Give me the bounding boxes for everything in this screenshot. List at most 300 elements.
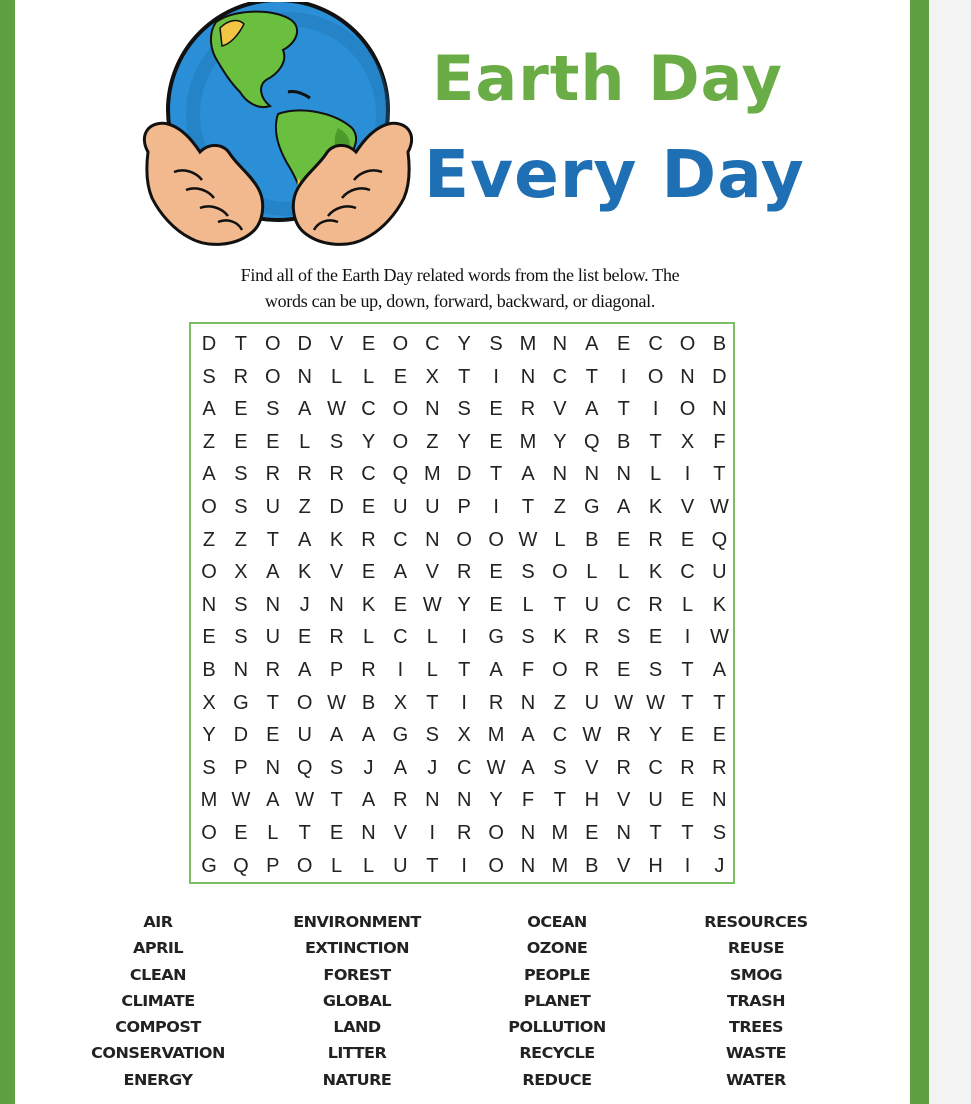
grid-letter: O <box>488 822 504 844</box>
grid-letter: R <box>584 626 600 649</box>
grid-letter: N <box>201 593 217 616</box>
grid-letter: N <box>616 463 631 486</box>
grid-letter: E <box>712 724 727 747</box>
grid-letter: T <box>266 691 279 714</box>
grid-letter: S <box>202 756 216 779</box>
grid-letter: E <box>680 789 695 812</box>
grid-letter: Z <box>202 528 216 551</box>
grid-row <box>191 361 733 394</box>
grid-letter: S <box>489 333 503 355</box>
grid-letter: N <box>425 528 440 551</box>
grid-letter: A <box>521 756 535 779</box>
grid-letter: T <box>649 430 662 453</box>
grid-letter: W <box>327 691 347 714</box>
grid-letter: Y <box>457 333 471 355</box>
grid-letter: E <box>617 528 631 551</box>
grid-letter: R <box>265 463 281 486</box>
word-list-item: WATER <box>726 1070 786 1089</box>
grid-letter: Y <box>457 593 471 616</box>
word-list-item: TREES <box>728 1017 784 1036</box>
word-list-item: POLLUTION <box>508 1017 606 1036</box>
grid-letter: S <box>234 593 248 616</box>
grid-letter: T <box>617 398 630 421</box>
grid-letter: R <box>456 822 472 844</box>
grid-letter: W <box>582 724 602 747</box>
grid-letter: A <box>521 724 535 747</box>
grid-letter: L <box>267 822 279 844</box>
grid-letter: T <box>426 854 439 877</box>
grid-row <box>191 393 733 426</box>
grid-letter: T <box>681 822 694 844</box>
grid-letter: U <box>297 724 312 747</box>
grid-letter: N <box>425 789 440 812</box>
grid-letter: K <box>648 496 663 518</box>
grid-letter: T <box>458 659 471 681</box>
grid-letter: L <box>362 626 375 649</box>
grid-letter: O <box>392 430 409 453</box>
word-list-item: WASTE <box>725 1043 787 1063</box>
grid-letter: T <box>298 822 311 844</box>
grid-letter: E <box>585 822 599 844</box>
word-list-item: CLEAN <box>129 965 187 984</box>
grid-letter: A <box>298 659 312 681</box>
grid-letter: U <box>393 854 408 877</box>
grid-letter: A <box>521 463 535 486</box>
grid-row <box>191 784 733 817</box>
word-search-grid <box>189 322 735 884</box>
grid-letter: T <box>713 691 726 714</box>
grid-letter: N <box>265 756 281 779</box>
grid-row <box>191 556 733 589</box>
grid-letter: A <box>489 659 503 681</box>
grid-letter: E <box>266 724 280 747</box>
title-line-1: Earth Day <box>432 42 783 115</box>
grid-letter: S <box>553 756 567 779</box>
grid-letter: P <box>329 659 344 681</box>
word-list-column-4 <box>646 909 866 1093</box>
grid-letter: Z <box>202 430 216 453</box>
grid-letter: E <box>680 724 695 747</box>
grid-letter: E <box>680 528 695 551</box>
word-list-item: AIR <box>143 912 173 931</box>
grid-letter: T <box>426 691 439 714</box>
grid-letter: N <box>425 398 440 421</box>
grid-row <box>191 817 733 850</box>
grid-letter: W <box>327 398 347 421</box>
word-list-item: COMPOST <box>115 1017 201 1036</box>
grid-letter: U <box>648 789 663 812</box>
grid-letter: F <box>521 659 535 681</box>
grid-letter: T <box>553 789 566 812</box>
grid-letter: U <box>425 496 440 518</box>
grid-letter: V <box>585 756 599 779</box>
grid-letter: O <box>296 854 313 877</box>
grid-letter: A <box>202 398 216 421</box>
word-list-item: ENERGY <box>123 1070 193 1089</box>
grid-letter: C <box>361 463 376 486</box>
grid-letter: O <box>201 496 217 518</box>
grid-row <box>191 524 733 557</box>
grid-letter: U <box>584 593 600 616</box>
grid-letter: E <box>489 593 503 616</box>
word-list-item: GLOBAL <box>322 991 392 1010</box>
grid-letter: B <box>585 528 599 551</box>
grid-letter: R <box>361 659 376 681</box>
grid-row <box>191 491 733 524</box>
grid-letter: Z <box>426 430 439 453</box>
grid-letter: A <box>266 561 280 584</box>
grid-letter: N <box>520 691 536 714</box>
grid-letter: S <box>457 398 471 421</box>
grid-letter: M <box>551 822 569 844</box>
grid-letter: S <box>425 724 439 747</box>
grid-letter: R <box>297 463 312 486</box>
grid-letter: Z <box>553 691 566 714</box>
grid-letter: N <box>361 822 376 844</box>
grid-letter: L <box>522 593 534 616</box>
grid-row <box>191 654 733 687</box>
grid-letter: R <box>488 691 504 714</box>
grid-letter: T <box>330 789 343 812</box>
grid-letter: O <box>456 528 472 551</box>
word-list-item: RESOURCES <box>704 912 808 931</box>
grid-letter: X <box>393 691 408 714</box>
grid-letter: O <box>679 333 696 355</box>
grid-letter: N <box>233 659 249 681</box>
word-list-item: LITTER <box>327 1043 387 1063</box>
grid-letter: S <box>648 659 663 681</box>
grid-letter: N <box>552 333 568 355</box>
word-list-item: PLANET <box>523 991 591 1010</box>
grid-letter: R <box>648 528 663 551</box>
grid-letter: U <box>265 626 281 649</box>
grid-letter: X <box>202 691 216 714</box>
grid-letter: F <box>521 789 535 812</box>
word-list-item: REUSE <box>727 938 785 957</box>
grid-letter: T <box>553 593 566 616</box>
grid-letter: P <box>266 854 280 877</box>
grid-letter: J <box>299 593 310 616</box>
grid-letter: S <box>266 398 280 421</box>
grid-letter: R <box>265 659 281 681</box>
grid-letter: I <box>429 822 436 844</box>
grid-letter: U <box>712 561 727 584</box>
grid-letter: R <box>456 561 472 584</box>
grid-letter: T <box>681 691 694 714</box>
grid-letter: R <box>361 528 376 551</box>
grid-letter: E <box>393 365 408 388</box>
grid-row <box>191 589 733 622</box>
grid-letter: O <box>201 822 217 844</box>
grid-letter: R <box>584 659 600 681</box>
word-list-item: ENVIRONMENT <box>293 912 421 931</box>
grid-letter: H <box>584 789 600 812</box>
grid-letter: S <box>521 561 535 584</box>
grid-letter: L <box>618 561 630 584</box>
grid-letter: T <box>489 463 503 486</box>
grid-letter: L <box>299 430 311 453</box>
grid-letter: W <box>518 528 538 551</box>
grid-letter: D <box>456 463 472 486</box>
grid-row <box>191 328 733 361</box>
grid-letter: V <box>393 822 408 844</box>
grid-letter: W <box>486 756 506 779</box>
grid-letter: X <box>680 430 695 453</box>
word-list-item: CONSERVATION <box>91 1043 225 1063</box>
grid-letter: K <box>361 593 376 616</box>
grid-letter: N <box>297 365 312 388</box>
grid-letter: N <box>680 365 695 388</box>
grid-letter: C <box>361 398 376 421</box>
grid-letter: V <box>617 789 631 812</box>
grid-letter: A <box>266 789 280 812</box>
grid-letter: N <box>329 593 344 616</box>
grid-letter: T <box>521 496 535 518</box>
word-list-column-2 <box>247 909 467 1093</box>
grid-letter: R <box>233 365 249 388</box>
grid-letter: E <box>648 626 663 649</box>
grid-letter: I <box>461 626 467 649</box>
grid-letter: K <box>648 561 663 584</box>
grid-letter: L <box>362 365 375 388</box>
grid-letter: A <box>202 463 216 486</box>
grid-letter: I <box>684 463 691 486</box>
grid-letter: R <box>616 724 631 747</box>
word-list-item: EXTINCTION <box>304 938 410 957</box>
grid-letter: N <box>584 463 600 486</box>
word-list-column-3 <box>447 909 667 1093</box>
grid-letter: E <box>234 822 248 844</box>
grid-letter: L <box>331 365 343 388</box>
grid-letter: I <box>620 365 627 388</box>
grid-letter: P <box>234 756 248 779</box>
grid-letter: S <box>521 626 535 649</box>
instructions-line-1: Find all of the Earth Day related words from the list below. The <box>240 265 680 285</box>
grid-letter: A <box>298 398 312 421</box>
grid-letter: I <box>684 854 691 877</box>
grid-letter: S <box>234 463 248 486</box>
grid-letter: A <box>617 496 631 518</box>
grid-letter: L <box>426 626 438 649</box>
grid-letter: S <box>234 626 248 649</box>
grid-letter: A <box>712 659 727 681</box>
grid-letter: W <box>709 496 729 518</box>
grid-letter: T <box>458 365 471 388</box>
grid-letter: Y <box>457 430 471 453</box>
grid-letter: I <box>684 626 691 649</box>
grid-letter: T <box>234 333 247 355</box>
grid-letter: V <box>617 854 631 877</box>
grid-letter: K <box>712 593 727 616</box>
grid-letter: O <box>488 854 504 877</box>
grid-letter: E <box>234 430 248 453</box>
grid-letter: E <box>298 626 312 649</box>
grid-letter: L <box>681 593 694 616</box>
grid-letter: E <box>489 561 503 584</box>
grid-letter: O <box>265 365 281 388</box>
grid-letter: L <box>554 528 566 551</box>
grid-letter: A <box>393 561 408 584</box>
grid-letter: E <box>361 561 376 584</box>
grid-letter: C <box>393 528 408 551</box>
word-list-item: OZONE <box>526 938 588 957</box>
grid-letter: E <box>617 333 631 355</box>
instructions <box>150 262 770 314</box>
grid-letter: E <box>489 398 503 421</box>
grid-letter: R <box>520 398 536 421</box>
grid-letter: E <box>617 659 631 681</box>
word-list-column-1 <box>48 909 268 1093</box>
left-page-border <box>0 0 15 1104</box>
word-list-item: OCEAN <box>527 912 587 931</box>
grid-letter: X <box>234 561 248 584</box>
grid-letter: Q <box>584 430 600 453</box>
grid-letter: L <box>586 561 598 584</box>
grid-letter: T <box>649 822 662 844</box>
grid-letter: G <box>201 854 217 877</box>
grid-letter: R <box>616 756 631 779</box>
grid-row <box>191 458 733 491</box>
grid-letter: C <box>648 333 663 355</box>
grid-letter: B <box>585 854 599 877</box>
grid-letter: M <box>200 789 218 812</box>
grid-letter: Z <box>234 528 247 551</box>
grid-letter: E <box>361 496 376 518</box>
grid-letter: C <box>425 333 440 355</box>
word-list-item: NATURE <box>322 1070 392 1089</box>
grid-letter: S <box>329 430 344 453</box>
grid-letter: U <box>393 496 408 518</box>
grid-letter: V <box>329 333 344 355</box>
grid-letter: C <box>552 724 568 747</box>
grid-letter: N <box>265 593 281 616</box>
word-list-item: CLIMATE <box>121 991 195 1010</box>
grid-letter: Q <box>233 854 249 877</box>
word-list-item: RECYCLE <box>519 1043 595 1063</box>
grid-letter: O <box>296 691 313 714</box>
grid-letter: C <box>456 756 472 779</box>
grid-letter: C <box>616 593 631 616</box>
grid-letter: R <box>393 789 408 812</box>
word-list-item: APRIL <box>132 938 184 957</box>
grid-letter: R <box>329 463 344 486</box>
grid-letter: A <box>585 398 599 421</box>
grid-letter: J <box>427 756 438 779</box>
grid-row <box>191 752 733 785</box>
grid-letter: U <box>584 691 600 714</box>
grid-letter: G <box>584 496 600 518</box>
grid-letter: J <box>714 854 725 877</box>
grid-letter: Y <box>648 724 663 747</box>
grid-letter: T <box>266 528 279 551</box>
grid-letter: L <box>650 463 662 486</box>
grid-letter: J <box>363 756 374 779</box>
grid-letter: O <box>201 561 217 584</box>
grid-letter: S <box>329 756 344 779</box>
title-line-2: Every Day <box>424 136 805 213</box>
grid-letter: N <box>520 822 536 844</box>
grid-row <box>191 426 733 459</box>
grid-letter: W <box>295 789 315 812</box>
grid-letter: S <box>234 496 248 518</box>
grid-letter: A <box>298 528 312 551</box>
grid-letter: E <box>489 430 503 453</box>
grid-letter: C <box>648 756 663 779</box>
grid-letter: I <box>493 496 499 518</box>
grid-letter: O <box>392 333 409 355</box>
word-list-item: SMOG <box>729 965 783 984</box>
grid-letter: L <box>426 659 438 681</box>
grid-letter: I <box>493 365 499 388</box>
grid-letter: Q <box>711 528 728 551</box>
grid-letter: Z <box>298 496 311 518</box>
grid-row <box>191 850 733 883</box>
grid-letter: Q <box>296 756 313 779</box>
grid-letter: E <box>266 430 280 453</box>
grid-letter: N <box>712 789 727 812</box>
grid-letter: A <box>393 756 408 779</box>
grid-letter: Z <box>553 496 566 518</box>
grid-letter: O <box>392 398 409 421</box>
word-list-item: FOREST <box>323 965 391 984</box>
grid-letter: M <box>487 724 505 747</box>
grid-letter: Y <box>361 430 376 453</box>
grid-letter: O <box>552 561 568 584</box>
word-list-item: REDUCE <box>522 1070 592 1089</box>
grid-letter: N <box>456 789 472 812</box>
grid-letter: T <box>585 365 598 388</box>
grid-letter: Q <box>392 463 409 486</box>
grid-letter: O <box>552 659 568 681</box>
grid-letter: N <box>520 365 536 388</box>
grid-letter: M <box>519 430 537 453</box>
grid-letter: X <box>457 724 471 747</box>
word-list-item: TRASH <box>726 991 786 1010</box>
grid-letter: L <box>362 854 375 877</box>
grid-letter: T <box>713 463 726 486</box>
grid-letter: O <box>488 528 504 551</box>
grid-letter: N <box>552 463 568 486</box>
grid-letter: E <box>329 822 344 844</box>
grid-letter: A <box>361 789 376 812</box>
grid-letter: W <box>614 691 634 714</box>
grid-letter: V <box>329 561 344 584</box>
grid-letter: B <box>617 430 631 453</box>
grid-letter: K <box>553 626 567 649</box>
grid-letter: O <box>679 398 696 421</box>
grid-letter: I <box>652 398 659 421</box>
grid-letter: C <box>552 365 568 388</box>
grid-letter: N <box>520 854 536 877</box>
grid-letter: I <box>461 854 467 877</box>
grid-letter: S <box>617 626 631 649</box>
grid-letter: V <box>425 561 439 584</box>
grid-letter: M <box>519 333 537 355</box>
grid-letter: H <box>648 854 663 877</box>
grid-letter: Y <box>489 789 503 812</box>
grid-letter: B <box>202 659 216 681</box>
grid-letter: R <box>680 756 695 779</box>
page-margin <box>929 0 971 1104</box>
grid-letter: N <box>712 398 727 421</box>
grid-letter: Y <box>553 430 567 453</box>
grid-letter: E <box>234 398 248 421</box>
grid-letter: G <box>488 626 504 649</box>
grid-letter: Y <box>202 724 216 747</box>
grid-letter: D <box>201 333 217 355</box>
grid-letter: K <box>329 528 344 551</box>
globe-in-hands-icon <box>138 2 418 252</box>
